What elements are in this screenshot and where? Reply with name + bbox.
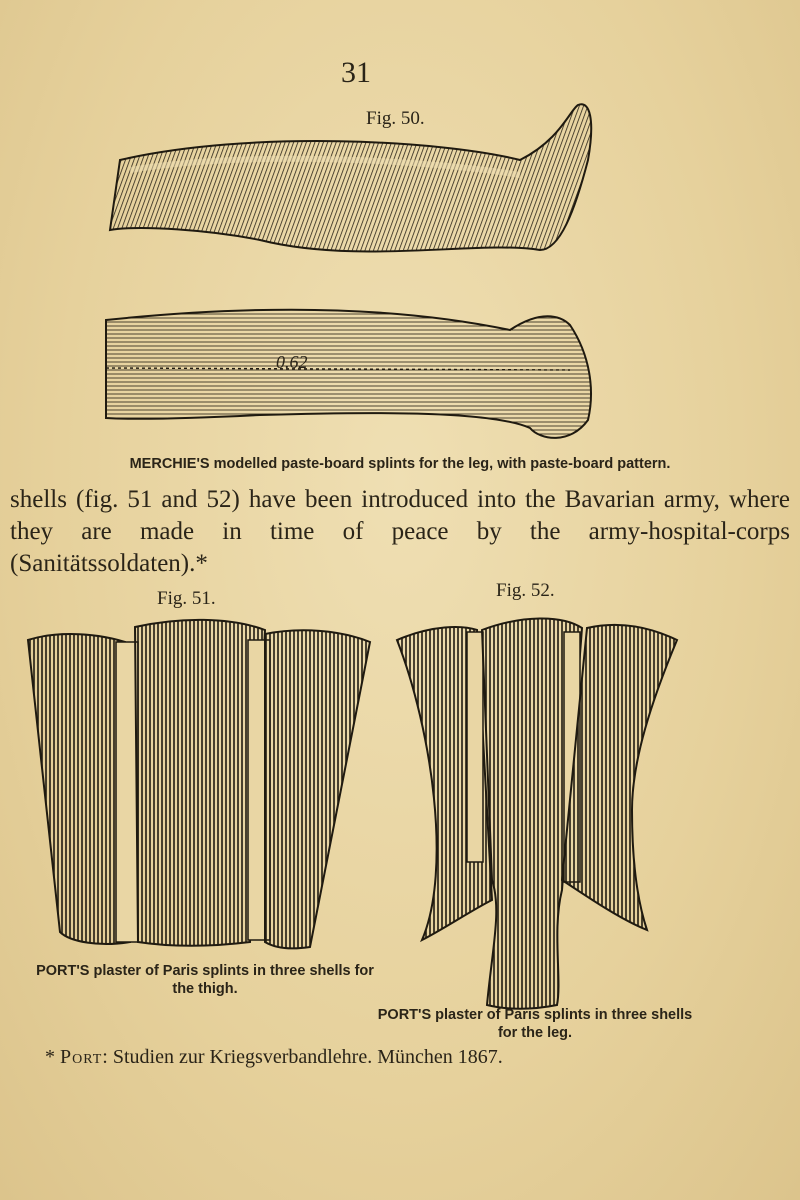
fig-51-caption-line2: the thigh. xyxy=(172,981,238,997)
fig-51-caption-line1: PORT'S plaster of Paris splints in three shells for xyxy=(36,963,374,979)
fig-51-label: Fig. 51. xyxy=(157,588,216,609)
shell-edge xyxy=(467,632,483,862)
fig-52-caption-line1: PORT'S plaster of Paris splints in three shells xyxy=(377,1007,693,1023)
footnote-author: Port xyxy=(60,1046,103,1068)
page-number: 31 xyxy=(341,56,371,89)
thigh-shell-middle xyxy=(135,620,265,946)
footnote-marker: * xyxy=(45,1046,55,1068)
thigh-shell-left xyxy=(28,634,130,944)
fig-51-illustration xyxy=(20,612,380,962)
pattern-mark: 0.62 xyxy=(276,352,308,372)
fig-50-caption: MERCHIE'S modelled paste-board splints for the leg, with paste-board pattern. xyxy=(129,456,671,472)
body-paragraph: shells (fig. 51 and 52) have been introduced into the Bavarian army, where they are made in time of peace by the army-hospital-corps (Sanitätssoldaten).* xyxy=(10,486,790,577)
paste-board-pattern xyxy=(106,310,591,438)
fig-50-illustration xyxy=(100,100,700,460)
fig-50-label: Fig. 50. xyxy=(366,108,425,129)
footnote-text: : Studien zur Kriegsverbandlehre. München 1867. xyxy=(102,1046,503,1068)
thigh-shell-right xyxy=(265,630,370,948)
fig-52-illustration xyxy=(392,610,682,1010)
footnote xyxy=(45,1046,503,1069)
fig-52-label: Fig. 52. xyxy=(496,580,555,601)
leg-splint-shape xyxy=(110,104,591,251)
fig-52-caption-line2: for the leg. xyxy=(497,1025,573,1041)
